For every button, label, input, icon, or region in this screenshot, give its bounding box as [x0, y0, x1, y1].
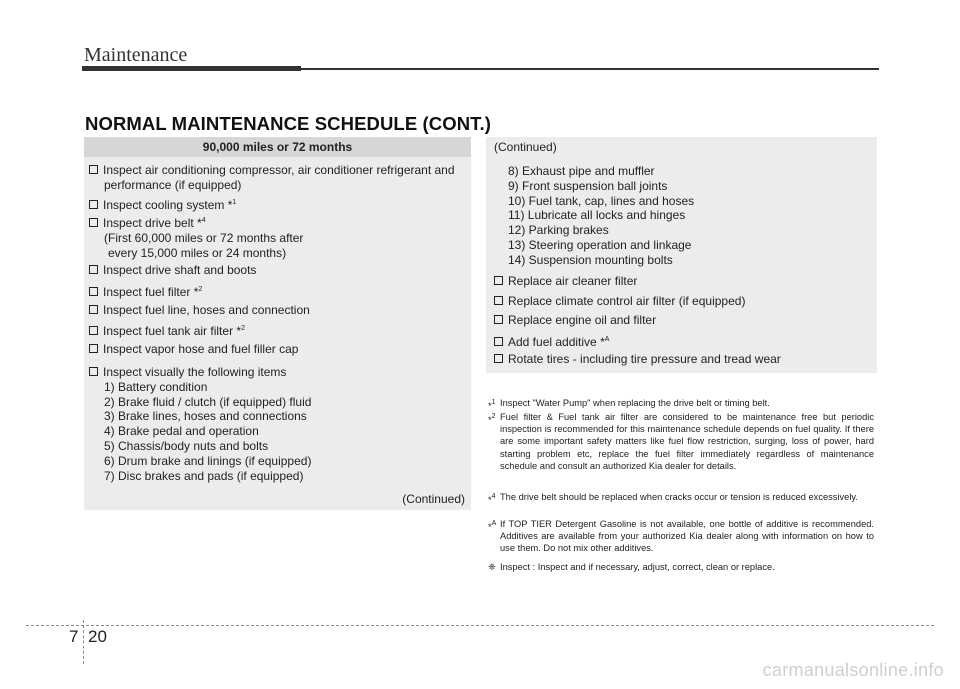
list-item: Inspect fuel tank air filter *$^2$ [89, 322, 245, 339]
panel-heading: 90,000 miles or 72 months [84, 137, 471, 157]
list-item: Inspect cooling system *$^1$ [89, 196, 236, 213]
page-number: 20 [88, 627, 107, 646]
list-item: Inspect drive shaft and boots [89, 263, 256, 278]
footnote: ❈ Inspect : Inspect and if necessary, adjust, correct, clean or replace. [488, 562, 775, 572]
list-item: Rotate tires - including tire pressure and tread wear [494, 352, 781, 367]
list-item: Replace climate control air filter (if equipped) [494, 294, 745, 309]
list-item: 8) Exhaust pipe and muffler [508, 164, 655, 178]
checkbox-icon [89, 218, 98, 227]
checkbox-icon [89, 367, 98, 376]
header-rule-thin [301, 68, 879, 70]
checkbox-icon [494, 354, 503, 363]
list-item: Inspect fuel line, hoses and connection [89, 303, 310, 318]
checkbox-icon [89, 200, 98, 209]
footer-divider [26, 625, 934, 626]
footnote: *$^2$ Fuel filter & Fuel tank air filter are considered to be maintenance free but periodic inspection is recommended for this maintenance schedule depends on fuel quality. If there are some important safety matters like fuel flow restriction, surging, loss of power, hard starting problem etc, replace the fuel filter immediately regardless of maintenance schedule and consult an authorized Kia dealer for details. [488, 412, 874, 471]
checkbox-icon [89, 326, 98, 335]
list-item: Inspect vapor hose and fuel filler cap [89, 342, 298, 357]
checkbox-icon [89, 265, 98, 274]
footer-vertical-divider [83, 620, 84, 664]
checkbox-icon [494, 276, 503, 285]
schedule-panel-left [84, 137, 471, 510]
checkbox-icon [494, 296, 503, 305]
list-item: Add fuel additive *$^A$ [494, 333, 609, 350]
list-item: 10) Fuel tank, cap, lines and hoses [508, 193, 695, 208]
list-item: 14) Suspension mounting bolts [508, 252, 673, 267]
list-item: Replace engine oil and filter [494, 313, 656, 328]
checkbox-icon [89, 165, 98, 174]
footnote: *$^A$ If TOP TIER Detergent Gasoline is not available, one bottle of additive is recommended. Additives are available from your authorized Kia dealer along with information on how to use them. Do not mix other additives. [488, 519, 874, 554]
list-item: Inspect fuel filter *$^2$ [89, 283, 202, 300]
list-item: Inspect visually the following items 1) Battery condition 2) Brake fluid / clutch (if equipped) fluid 3) Brake lines, hoses and connections 4) Brake pedal and operation 5) Chassis/body nuts and bolts 6) Drum brake and linings (if equipped) 7) Disc brakes and pads (if equipped) [89, 365, 311, 483]
list-item: Inspect air conditioning compressor, air conditioner refrigerant and performance (if equipped) [89, 163, 455, 193]
checkbox-icon [89, 344, 98, 353]
checkbox-icon [494, 337, 503, 346]
inspect-symbol-icon: ❈ [488, 562, 496, 572]
continued-label: (Continued) [494, 140, 557, 154]
checkbox-icon [89, 287, 98, 296]
header-title: Maintenance [84, 44, 188, 66]
header-rule-thick [82, 66, 301, 71]
footnote: *$^1$ Inspect "Water Pump" when replacing the drive belt or timing belt. [488, 398, 770, 411]
continued-label: (Continued) [402, 492, 465, 506]
checkbox-icon [89, 305, 98, 314]
list-item: Inspect drive belt *$^4$ (First 60,000 miles or 72 months after every 15,000 miles or 24 months) [89, 214, 303, 260]
list-item: 11) Lubricate all locks and hinges [508, 208, 686, 223]
watermark: carmanualsonline.info [762, 660, 944, 680]
schedule-panel-right [486, 137, 877, 373]
numbered-list [508, 164, 694, 268]
section-title: NORMAL MAINTENANCE SCHEDULE (CONT.) [85, 113, 492, 134]
footnote: *$^4$ The drive belt should be replaced when cracks occur or tension is reduced excessively. [488, 492, 858, 505]
checkbox-icon [494, 315, 503, 324]
list-item: 12) Parking brakes [508, 223, 609, 238]
list-item: 13) Steering operation and linkage [508, 237, 692, 252]
list-item: 9) Front suspension ball joints [508, 178, 668, 193]
list-item: Replace air cleaner filter [494, 274, 637, 289]
chapter-number: 7 [69, 627, 79, 646]
